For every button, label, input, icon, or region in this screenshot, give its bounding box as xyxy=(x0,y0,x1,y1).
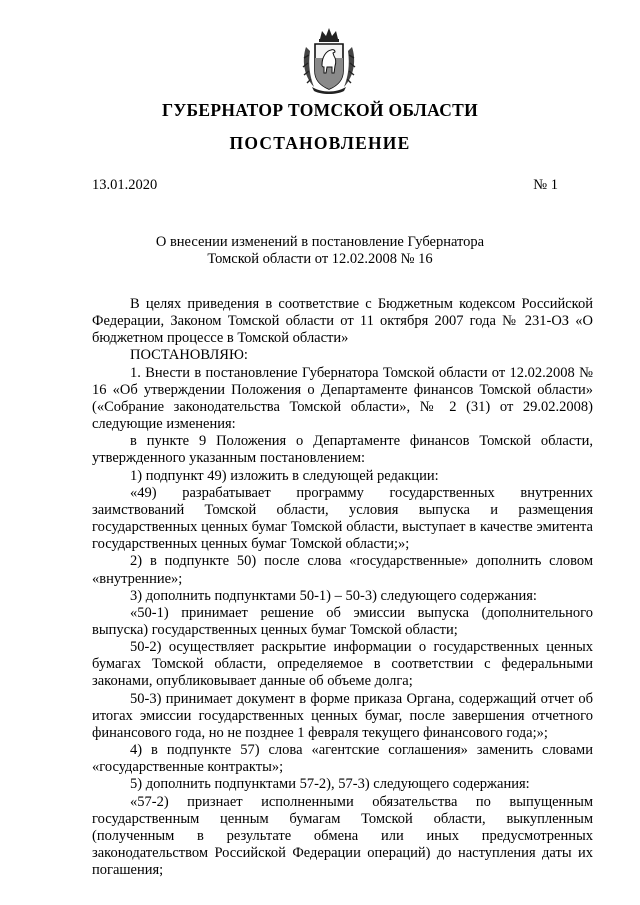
paragraph: 50-3) принимает документ в форме приказа Органа, содержащий отчет об итогах эмиссии государственных ценных бумаг, после завершения отчетного финансового года, но не позднее 1 февраля текущего финансового года;»; xyxy=(92,690,593,741)
document-date: 13.01.2020 xyxy=(92,177,158,193)
paragraph: ПОСТАНОВЛЯЮ: xyxy=(130,347,248,364)
paragraph: «50-1) принимает решение об эмиссии выпуска (дополнительного выпуска) государственных ценных бумаг Томской области; xyxy=(92,604,593,638)
paragraph: «49) разрабатывает программу государственных внутренних заимствований Томской области, условия выпуска и размещения государственных ценных бумаг Томской области, выступает в качестве эмитента государственных ценных бумаг Томской области;»; xyxy=(92,484,593,553)
subject-line: О внесении изменений в постановление Губернатора xyxy=(155,234,485,250)
document-subject xyxy=(0,234,640,268)
paragraph: 2) в подпункте 50) после слова «государственные» дополнить словом «внутренние»; xyxy=(92,553,593,587)
tomsk-region-coat-of-arms-icon xyxy=(300,25,358,97)
paragraph: «57-2) признает исполненными обязательства по выпущенным государственным ценным бумагам Томской области, выкупленным (полученным в результате обмена или иных предусмотренных законодательством Российской Федерации операций) до наступления даты их погашения; xyxy=(92,793,593,879)
document-body xyxy=(92,296,593,879)
paragraph: 50-2) осуществляет раскрытие информации о государственных ценных бумагах Томской области, определяемое в соответствии с федеральными законами, опубликовывает данные об объеме долга; xyxy=(92,639,593,690)
paragraph: В целях приведения в соответствие с Бюджетным кодексом Российской Федерации, Законом Томской области от 11 октября 2007 года № 231-ОЗ «О бюджетном процессе в Томской области» xyxy=(92,296,593,347)
paragraph: 4) в подпункте 57) слова «агентские соглашения» заменить словами «государственные контракты»; xyxy=(92,742,593,776)
document-type: ПОСТАНОВЛЕНИЕ xyxy=(229,133,411,153)
subject-line: Томской области от 12.02.2008 № 16 xyxy=(207,251,433,267)
paragraph: 1. Внести в постановление Губернатора Томской области от 12.02.2008 № 16 «Об утверждении Положения о Департаменте финансов Томской области» («Собрание законодательства Томской области», № 2 (31) от 29.02.2008) следующие изменения: xyxy=(92,364,593,433)
paragraph: в пункте 9 Положения о Департаменте финансов Томской области, утвержденного указанным постановлением: xyxy=(92,433,593,467)
paragraph: 3) дополнить подпунктами 50-1) – 50-3) следующего содержания: xyxy=(130,587,537,604)
issuer-title: ГУБЕРНАТОР ТОМСКОЙ ОБЛАСТИ xyxy=(161,100,479,120)
paragraph: 5) дополнить подпунктами 57-2), 57-3) следующего содержания: xyxy=(130,776,530,793)
paragraph: 1) подпункт 49) изложить в следующей редакции: xyxy=(130,467,439,484)
document-number: № 1 xyxy=(533,177,558,193)
